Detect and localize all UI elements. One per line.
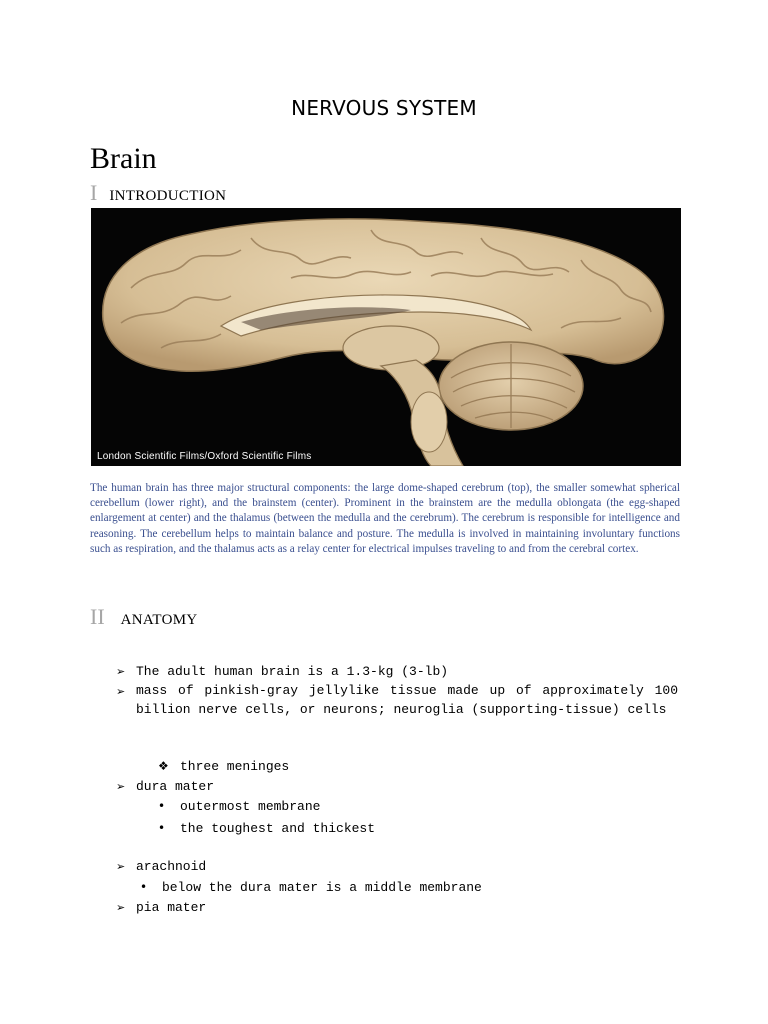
arrow-bullet-icon: ➢: [116, 860, 126, 873]
dot-bullet-icon: •: [158, 821, 166, 835]
section-label: INTRODUCTION: [109, 188, 227, 204]
anatomy-meninges: three meninges: [180, 759, 290, 774]
list-item: [140, 878, 482, 897]
list-item: [116, 898, 206, 917]
list-item: [158, 819, 375, 838]
list-item: [116, 662, 448, 681]
arachnoid-point: below the dura mater is a middle membrane: [162, 880, 482, 895]
arrow-bullet-icon: ➢: [116, 685, 126, 698]
section-numeral: I: [90, 180, 98, 205]
figure-caption: The human brain has three major structural components: the large dome-shaped cerebrum (top), the smaller somewhat spherical cerebellum (lower right), and the brainstem (center). Prominent in the brainstem are the medulla oblongata (the egg-shaped enlargement at center) and the thalamus (between the medulla and the cerebrum). The cerebrum is responsible for intelligence and reasoning. The cerebellum helps to maintain balance and posture. The medulla is involved in maintaining involuntary functions such as respiration, and the thalamus acts as a relay center for electrical impulses traveling to and from the cerebral cortex.: [90, 482, 680, 555]
anatomy-dura-mater: dura mater: [136, 779, 215, 794]
dura-point: outermost membrane: [180, 799, 321, 814]
arrow-bullet-icon: ➢: [116, 780, 126, 793]
section-introduction-heading: [90, 180, 226, 206]
page-title: NERVOUS SYSTEM: [291, 96, 477, 120]
section-numeral: II: [90, 604, 105, 629]
dura-point: the toughest and thickest: [180, 821, 376, 836]
section-label: ANATOMY: [120, 612, 198, 628]
list-item: [158, 797, 320, 816]
dot-bullet-icon: •: [140, 880, 148, 894]
list-item: [116, 857, 206, 876]
list-item: [158, 757, 289, 776]
brain-sagittal-illustration: [91, 208, 681, 466]
anatomy-arachnoid: arachnoid: [136, 859, 207, 874]
diamond-bullet-icon: ❖: [158, 759, 169, 773]
arrow-bullet-icon: ➢: [116, 665, 126, 678]
anatomy-item-weight: The adult human brain is a 1.3-kg (3-lb): [136, 664, 449, 679]
anatomy-pia-mater: pia mater: [136, 900, 207, 915]
list-item: [116, 682, 678, 719]
list-item: [116, 777, 214, 796]
brain-figure: [91, 208, 681, 466]
figure-credit: London Scientific Films/Oxford Scientific Films: [97, 451, 312, 462]
arrow-bullet-icon: ➢: [116, 901, 126, 914]
heading-brain: Brain: [90, 142, 157, 175]
dot-bullet-icon: •: [158, 799, 166, 813]
section-anatomy-heading: [90, 604, 198, 630]
anatomy-item-tissue: mass of pinkish-gray jellylike tissue made up of approximately 100 billion nerve cells, or neurons; neuroglia (supporting-tissue) cells: [136, 683, 678, 717]
